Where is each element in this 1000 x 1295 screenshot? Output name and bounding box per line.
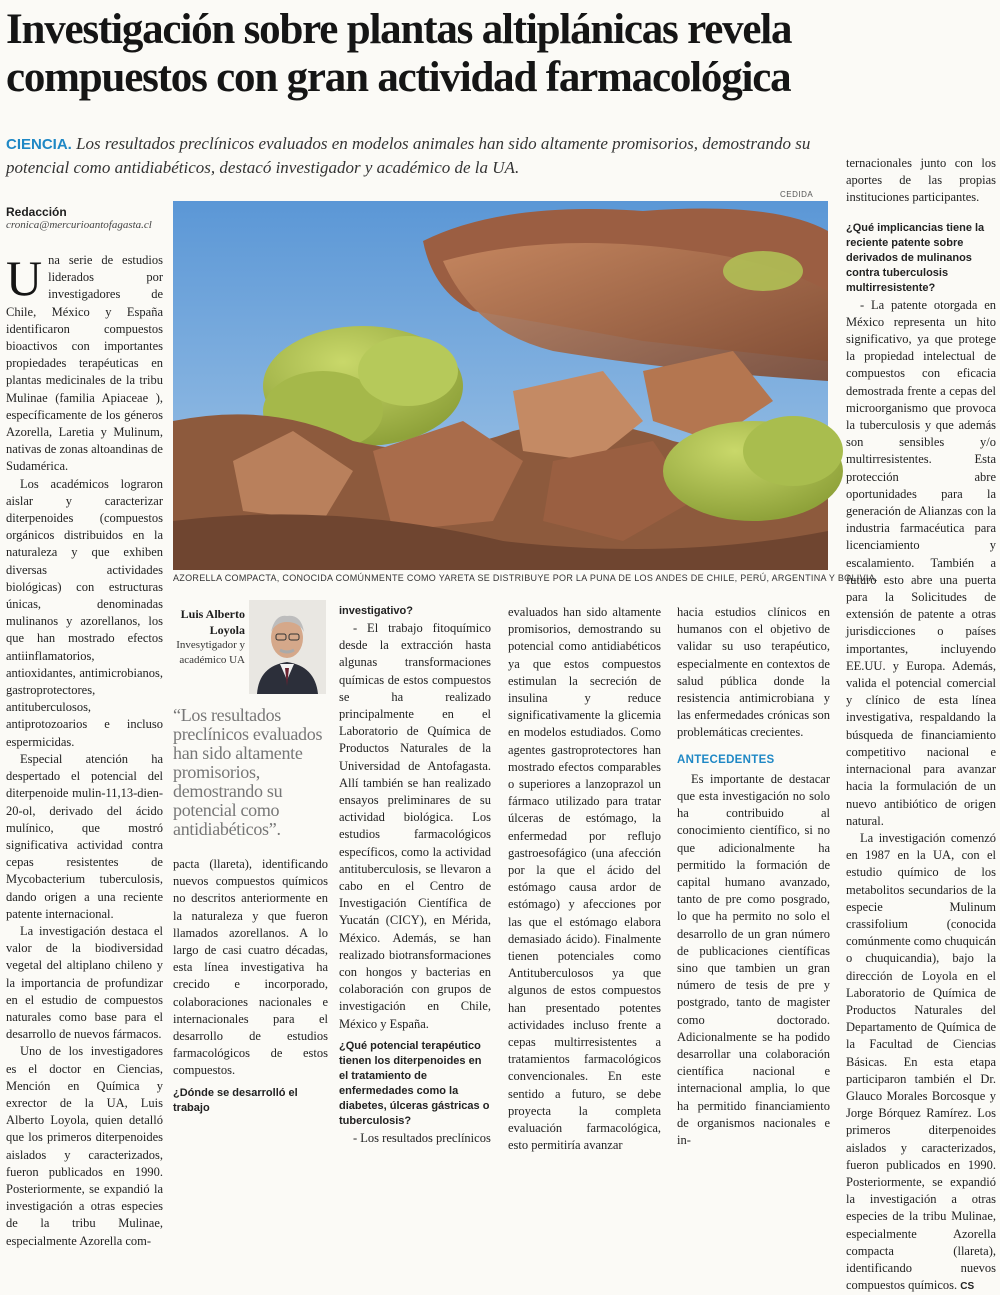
paragraph: Especial atención ha despertado el potencial del diterpenoide mulin-11,13-dien-20-ol, derivado del ácido mulínico, que mostró significativa actividad contra cepas resistentes de Mycobacterium tuberculosis, dando origen a una reciente patente internacional. (6, 751, 163, 921)
column-2 (173, 856, 328, 1114)
deck-text: Los resultados preclínicos evaluados en modelos animales han sido altamente promisorios, demostrando su potencial como antidiabéticos, destacó investigador y académico de la UA. (6, 134, 811, 177)
photo-caption: AZORELLA COMPACTA, CONOCIDA COMÚNMENTE COMO YARETA SE DISTRIBUYE POR LA PUNA DE LOS ANDES DE CHILE, PERÚ, ARGENTINA Y BOLIVIA. (173, 573, 878, 583)
column-5 (677, 604, 830, 1148)
column-6 (846, 155, 996, 1293)
paragraph: - El trabajo fitoquímico desde la extracción hasta algunas transformaciones químicas de estos compuestos se ha realizado principalmente en el Laboratorio de Química de Productos Naturales de la Universidad de Antofagasta. Allí también se han realizado ensayos preliminares de su actividad biológica. Los estudios farmacológicos específicos, como la actividad antituberculosis, se llevaron a cabo en el Centro de Investigación Científica de Yucatán (CICY), en Mérida, México. Además, se han realizado biotransformaciones con hongos y bacterias en colaboración con grupos de investigación en Chile, México y España. (339, 621, 491, 1031)
kicker-label: CIENCIA. (6, 136, 72, 153)
photo-credit: CEDIDA (780, 190, 814, 199)
headline (6, 6, 996, 102)
section-heading: ANTECEDENTES (677, 753, 775, 766)
headline-line-1: Investigación sobre plantas altiplánicas revela (6, 6, 792, 53)
yareta-photo (173, 201, 828, 570)
column-1 (6, 250, 163, 1248)
portrait-title: Invesytigador y académico UA (176, 639, 245, 666)
interview-question: ¿Qué potencial terapéutico tienen los diterpenoides en el tratamiento de enfermedades como la diabetes, úlceras gástricas o tuberculosis? (339, 1039, 490, 1127)
paragraph: ternacionales junto con los aportes de las propias instituciones participantes. (846, 156, 996, 205)
deck (6, 132, 836, 179)
drop-cap: U (6, 250, 43, 306)
paragraph: La investigación destaca el valor de la biodiversidad vegetal del altiplano chileno y la importancia de profundizar en el estudio de compuestos naturales como base para el desarrollo de nuevos fármacos. (6, 923, 163, 1042)
end-mark-icon: CS (960, 1281, 975, 1293)
interview-question: ¿Dónde se desarrolló el trabajo (173, 1086, 298, 1114)
paragraph: Una serie de estudios liderados por investigadores de Chile, México y España identificaron compuestos bioactivos con importantes propiedades terapéuticas en plantas medicinales de la tribu Mulinae (familia Apiaceae ), específicamente de los géneros Azorella, Laretia y Mulinum, nativas de zonas altoandinas de Sudamérica. (6, 250, 163, 474)
paragraph: hacia estudios clínicos en humanos con el objetivo de validar su uso terapéutico, especialmente en contextos de salud pública donde la resistencia antimicrobiana y las enfermedades crónicas son problemáticas crecientes. (677, 605, 830, 740)
interview-question: investigativo? (339, 605, 413, 617)
column-3 (339, 604, 491, 1145)
portrait-name: Luis Alberto Loyola (180, 607, 245, 637)
byline (6, 205, 166, 231)
paragraph: Los académicos lograron aislar y caracterizar diterpenoides (compuestos orgánicos distribuidos en la naturaleza y que exhiben diversas actividades biológicas) con estructuras únicas, denominadas mulinanos y azorellanos, los que han mostrado efectos antiinflamatorios, antioxidantes, antimicrobianos, gastroprotectores, antituberculosos, antiprotozoarios e incluso espermicidas. (6, 476, 163, 749)
portrait-photo (249, 600, 326, 694)
paragraph: - Los resultados preclínicos (353, 1130, 491, 1145)
paragraph: evaluados han sido altamente promisorios, demostrando su potencial como antidiabéticos ya que estos compuestos estimulan la secreción de insulina y reduce significativamente la glicemia en modelos estudiados. Como agentes gastroprotectores han mostrado efectos comparables o superiores a lanzoprazol un fármaco utilizado para tratar úlceras de estómago, la enfermedad por reflujo gastroesofágico (una afección por la que el ácido del estómago causa ardor de estómago) y afecciones por las que el estómago elabora demasiado ácido). Finalmente tienen potenciales como Antituberculosos ya que algunos de estos compuestos han presentado potentes actividades incluso frente a cepas multirresistentes a tratamientos farmacológicos convencionales. En este sentido a futuro, se debe proyecta la completa evaluación farmacológica, esto permitiría avanzar (508, 605, 661, 1153)
interview-question: ¿Qué implicancias tiene la reciente patente sobre derivados de mulinanos contra tuberculosis multirresistente? (846, 221, 985, 294)
paragraph: pacta (llareta), identificando nuevos compuestos químicos no descritos anteriormente en la naturaleza y que fueron llamados azorellanos. A lo largo de casi cuatro décadas, esta línea investigativa ha crecido e incorporado, colaboraciones nacionales e internacionales para el desarrollo de estudios farmacológicos de estos compuestos. (173, 857, 328, 1078)
column-4 (508, 604, 661, 1153)
headline-line-2: compuestos con gran actividad farmacológica (6, 54, 791, 101)
byline-email[interactable]: cronica@mercurioantofagasta.cl (6, 219, 152, 231)
paragraph: Es importante de destacar que esta investigación no solo ha contribuido al conocimiento científico, si no que adicionalmente ha permitido la formación de capital humano avanzado, tanto de pre como posgrado, lo que ha permito no solo el desarrollo de un gran número de publicaciones científicas sino que tambien un gran número de tesis de pre y postgrado, tanto de magister como doctorado. Adicionalmente se ha podido desarrollar una colaboración científica nacional e internacional amplia, lo que ha permitido financiamiento de organismos nacionales e in- (677, 771, 830, 1148)
pull-quote: “Los resultados preclínicos evaluados han sido altamente promisorios, demostrando su potencial como antidiabéticos”. (173, 705, 323, 839)
byline-name: Redacción (6, 205, 67, 219)
portrait-block (173, 600, 328, 694)
paragraph: - La patente otorgada en México representa un hito significativo, ya que protege la propiedad intelectual de compuestos con eficacia demostrada frente a cepas del microorganismo que provoca la tuberculosis y que además son sensibles y/o multirresistentes. Esta protección abre oportunidades para la generación de Alianzas con la industria farmacéutica para licenciamiento y escalamiento. También a futuro esto abre una puerta para la Solicitudes de extensión de patente a otras jurisdicciones o países importantes, incluyendo EE.UU. y Europa. Además, valida el potencial comercial y clínico de esta línea investigativa, respaldando la búsqueda de financiamiento competitivo nacional e internacional para avanzar hacia la formulación de un nuevo antibiótico de origen natural. (846, 297, 996, 828)
paragraph: La investigación comenzó en 1987 en la UA, con el estudio químico de los metabolitos secundarios de la especie Mulinum crassifolium (conocida comúnmente como chuquicán o chuquicandia), bajo la dirección de Loyola en el Laboratorio de Química de Productos Naturales del Departamento de Química de la Facultad de Ciencias Básicas. En esta etapa participaron también el Dr. Glauco Morales Borcosque y Jorge Bórquez Ramírez. Los primeros diterpenoides aislados y caracterizados, fueron publicados en 1990. Posteriormente, se expandió la investigación a otras especies de la tribu Mulinae, especialmente Azorella compacta (llareta), identificando nuevos compuestos químicos. CS (846, 830, 996, 1293)
paragraph: Uno de los investigadores es el doctor en Ciencias, Mención en Química y exrector de la UA, Luis Alberto Loyola, quien detalló que los primeros diterpenoides aislados y caracterizados, fueron publicados en 1990. Posteriormente, se expandió la investigación a otras especies de la tribu Mulinae, especialmente Azorella com- (6, 1044, 163, 1248)
landscape-illustration (173, 201, 828, 570)
